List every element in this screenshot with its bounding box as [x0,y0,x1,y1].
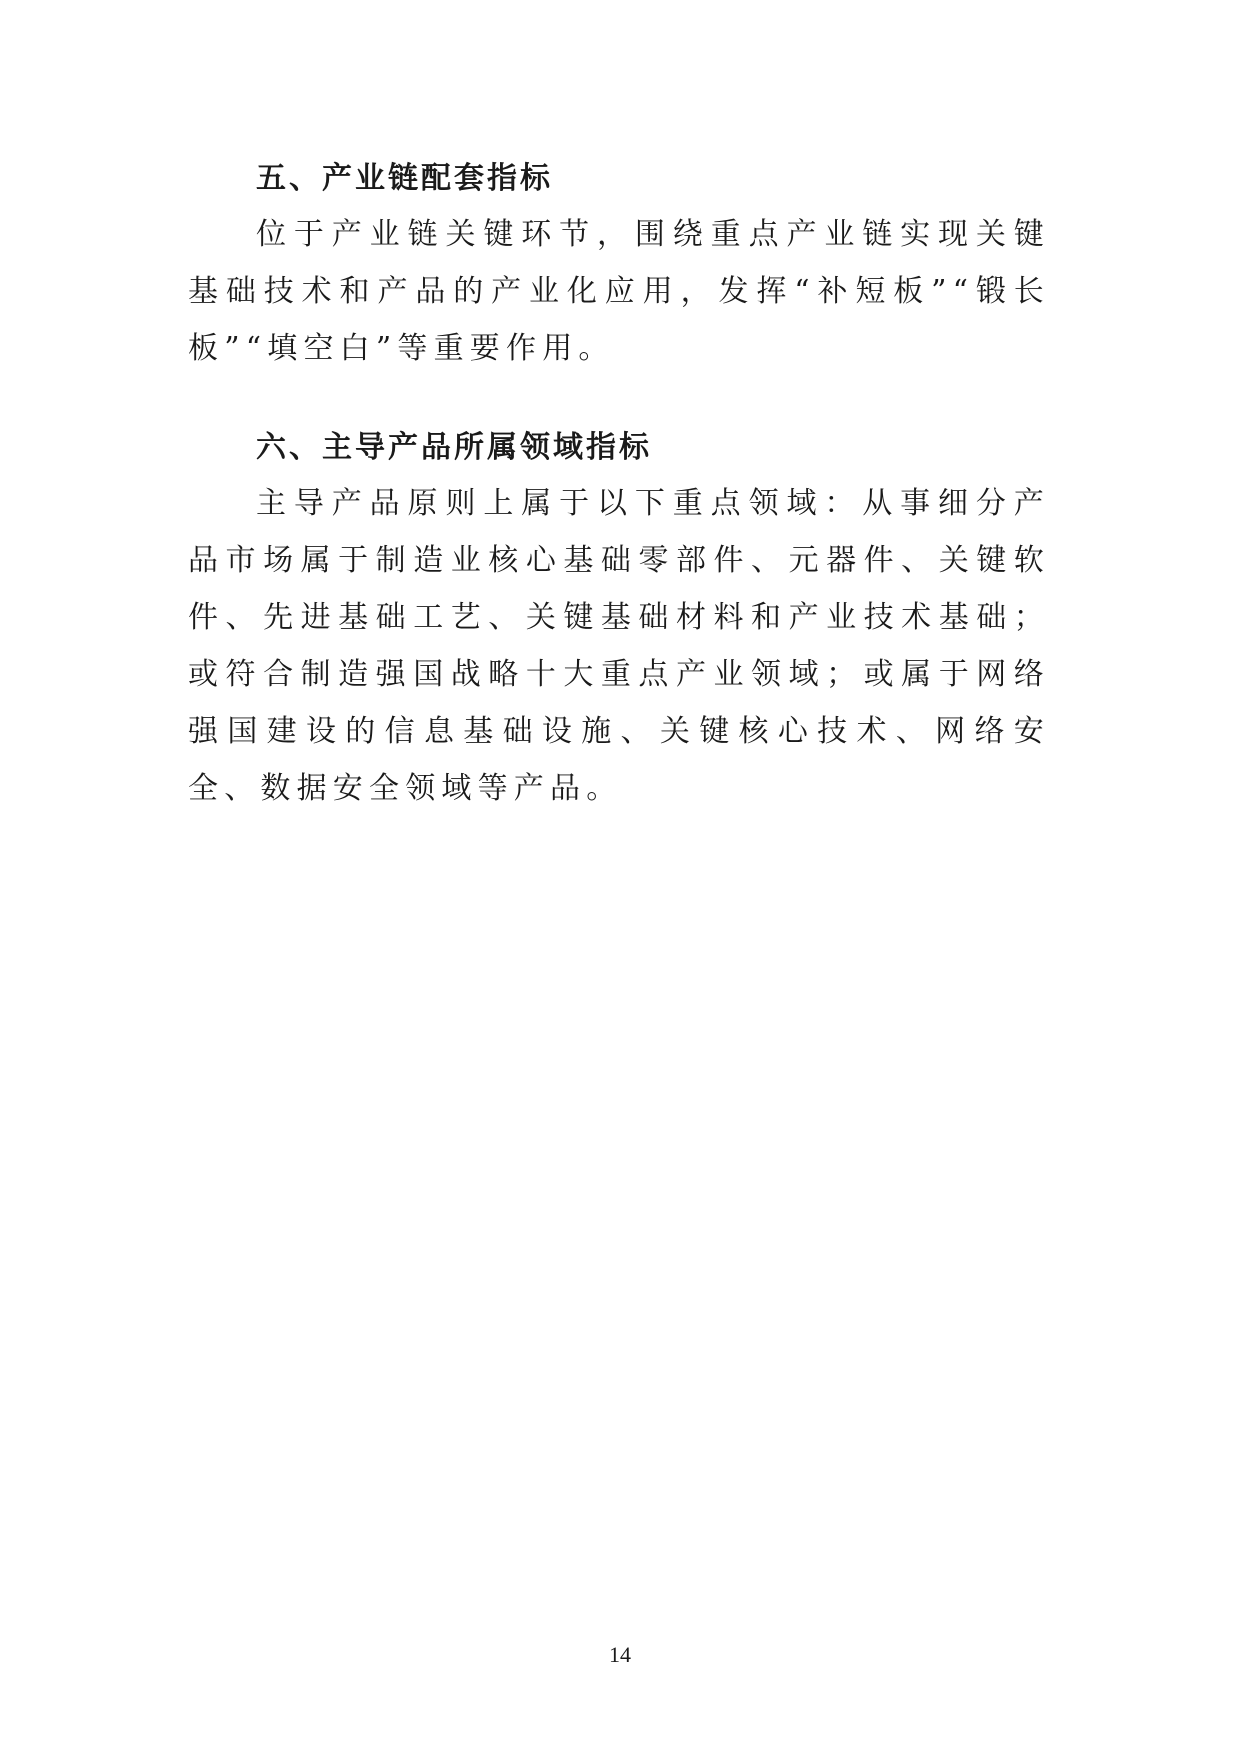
section-heading: 六、主导产品所属领域指标 [256,430,652,465]
section-product-domain [188,421,1050,817]
section-paragraph: 位于产业链关键环节，围绕重点产业链实现关键基础技术和产品的产业化应用，发挥“补短板”“锻长板”“填空白”等重要作用。 [188,217,1050,366]
section-heading: 五、产业链配套指标 [256,161,553,196]
section-paragraph: 主导产品原则上属于以下重点领域：从事细分产品市场属于制造业核心基础零部件、元器件、关键软件、先进基础工艺、关键基础材料和产业技术基础；或符合制造强国战略十大重点产业领域；或属于网络强国建设的信息基础设施、关键核心技术、网络安全、数据安全领域等产品。 [188,486,1050,806]
document-body [188,152,1050,817]
page-number: 14 [609,1642,631,1667]
section-industry-chain [188,152,1050,377]
